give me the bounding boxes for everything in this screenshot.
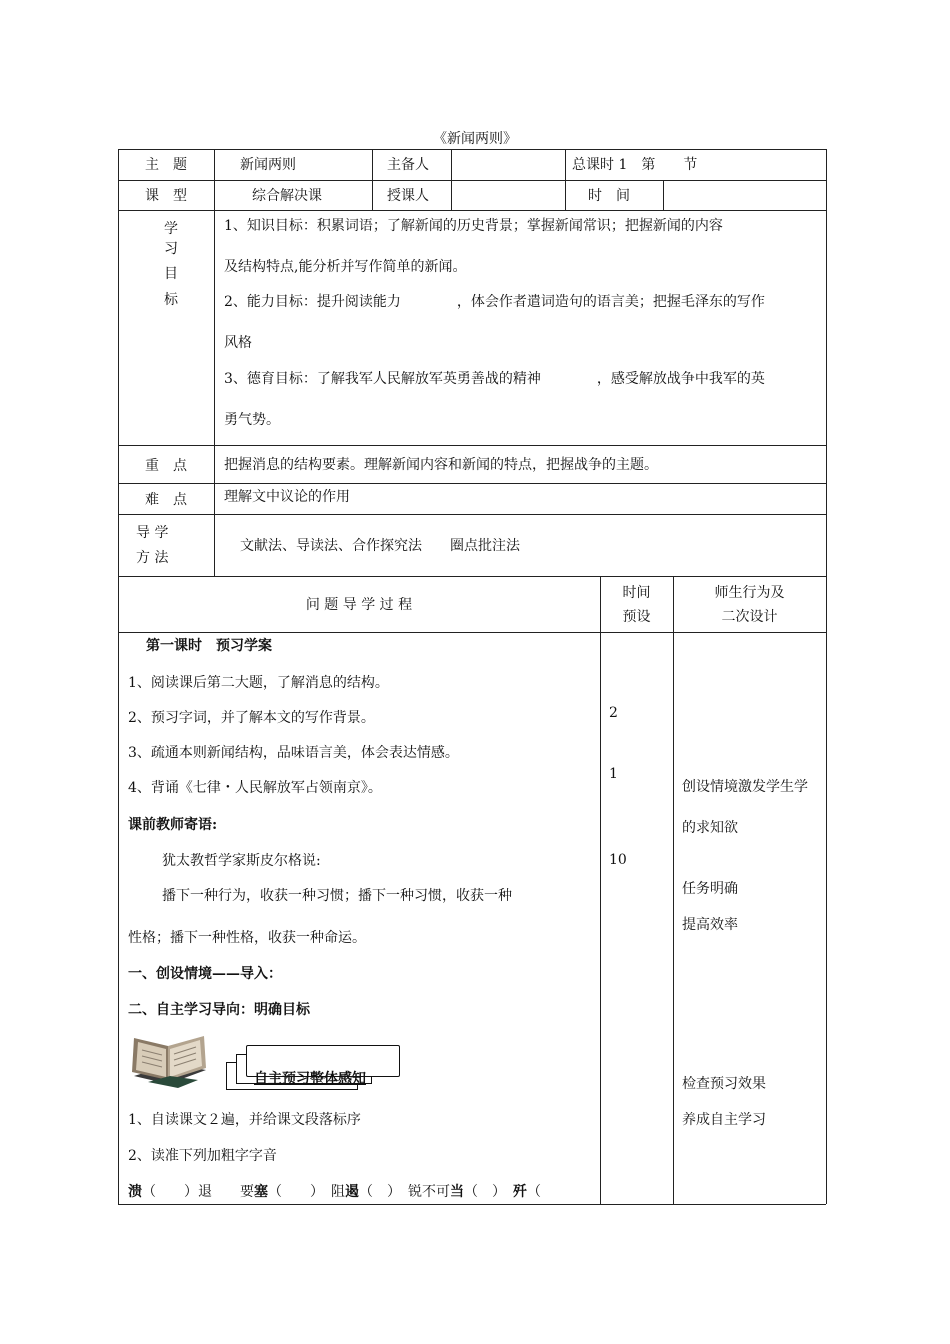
phonetic-blank: （ [527, 1184, 541, 1200]
difficulty-label: 难 点 [145, 492, 187, 508]
quote-line: 播下一种行为，收获一种习惯；播下一种习惯，收获一种 [162, 888, 512, 904]
time-value-cell: 1 [609, 766, 618, 782]
teacher-message-heading: 课前教师寄语: [128, 817, 218, 833]
design-note: 提高效率 [682, 917, 738, 933]
method-label: 方 法 [136, 550, 169, 566]
type-label: 课 型 [145, 188, 187, 204]
time-header: 预设 [622, 609, 651, 625]
teacher-label: 授课人 [387, 188, 429, 204]
difficulty-text: 理解文中议论的作用 [224, 489, 350, 505]
goal-line: 勇气势。 [224, 412, 280, 428]
time-value-cell: 2 [609, 705, 618, 721]
phonetic-word: 歼 [513, 1184, 527, 1200]
phonetic-word: 塞 [254, 1184, 268, 1200]
design-note: 检查预习效果 [682, 1076, 766, 1092]
goal-line: 风格 [224, 335, 252, 351]
key-point-text: 把握消息的结构要素。理解新闻内容和新闻的特点，把握战争的主题。 [224, 457, 658, 473]
process-header: 问 题 导 学 过 程 [305, 597, 413, 613]
method-label: 导 学 [136, 525, 169, 541]
goals-label-char: 学 [164, 221, 178, 237]
quote-attribution: 犹太教哲学家斯皮尔格说: [162, 853, 321, 869]
preparer-label: 主备人 [387, 157, 429, 173]
goals-label-char: 习 [164, 241, 178, 257]
self-study-card-label: 自主预习整体感知 [254, 1071, 366, 1087]
section-heading: 二、自主学习导向：明确目标 [128, 1002, 310, 1018]
design-note: 养成自主学习 [682, 1112, 766, 1128]
phonetic-blank: （ ） 阻 [268, 1184, 345, 1200]
section-heading: 第一课时 预习学案 [146, 638, 272, 654]
phonetic-blank: （ ）退 要 [142, 1184, 254, 1200]
list-item: 2、预习字词，并了解本文的写作背景。 [128, 710, 375, 726]
design-note: 的求知欲 [682, 820, 738, 836]
method-text: 文献法、导读法、合作探究法 圈点批注法 [240, 538, 520, 554]
theme-value: 新闻两则 [240, 157, 296, 173]
section-heading: 一、创设情境——导入： [128, 966, 282, 982]
goals-label-char: 目 [164, 266, 178, 282]
goal-line: 2、能力目标：提升阅读能力 ，体会作者遣词造句的语言美；把握毛泽东的写作 [224, 294, 765, 310]
list-item: 1、自读课文２遍，并给课文段落标序 [128, 1112, 361, 1128]
phonetic-blank: （ ） 锐不可 [359, 1184, 450, 1200]
time-value-cell: 10 [609, 852, 627, 868]
phonetic-word: 遏 [345, 1184, 359, 1200]
goal-line: 3、德育目标：了解我军人民解放军英勇善战的精神 ，感受解放战争中我军的英 [224, 371, 765, 387]
key-point-label: 重 点 [145, 458, 187, 474]
book-image [128, 1032, 210, 1088]
document-title: 《新闻两则》 [433, 131, 517, 147]
list-item: 1、阅读课后第二大题，了解消息的结构。 [128, 675, 389, 691]
list-item: 4、背诵《七律・人民解放军占领南京》。 [128, 780, 382, 796]
phonetic-blank: （ ） [464, 1184, 513, 1200]
notes-header: 二次设计 [721, 609, 778, 625]
goal-line: 1、知识目标：积累词语；了解新闻的历史背景；掌握新闻常识；把握新闻的内容 [224, 218, 723, 234]
phonetic-line [128, 1183, 541, 1201]
notes-header: 师生行为及 [714, 585, 785, 601]
phonetic-word: 当 [450, 1184, 464, 1200]
phonetic-word: 溃 [128, 1184, 142, 1200]
time-header: 时间 [622, 585, 651, 601]
goals-label-char: 标 [164, 292, 178, 308]
list-item: 3、疏通本则新闻结构，品味语言美，体会表达情感。 [128, 745, 459, 761]
time-label: 时 间 [588, 188, 630, 204]
design-note: 任务明确 [682, 881, 738, 897]
list-item: 2、读准下列加粗字字音 [128, 1148, 277, 1164]
type-value: 综合解决课 [252, 188, 322, 204]
quote-line: 性格；播下一种性格，收获一种命运。 [128, 930, 366, 946]
goal-line: 及结构特点,能分析并写作简单的新闻。 [224, 259, 467, 275]
theme-label: 主 题 [145, 157, 187, 173]
design-note: 创设情境激发学生学 [682, 779, 808, 795]
total-hours: 总课时 1 第 节 [572, 157, 698, 173]
